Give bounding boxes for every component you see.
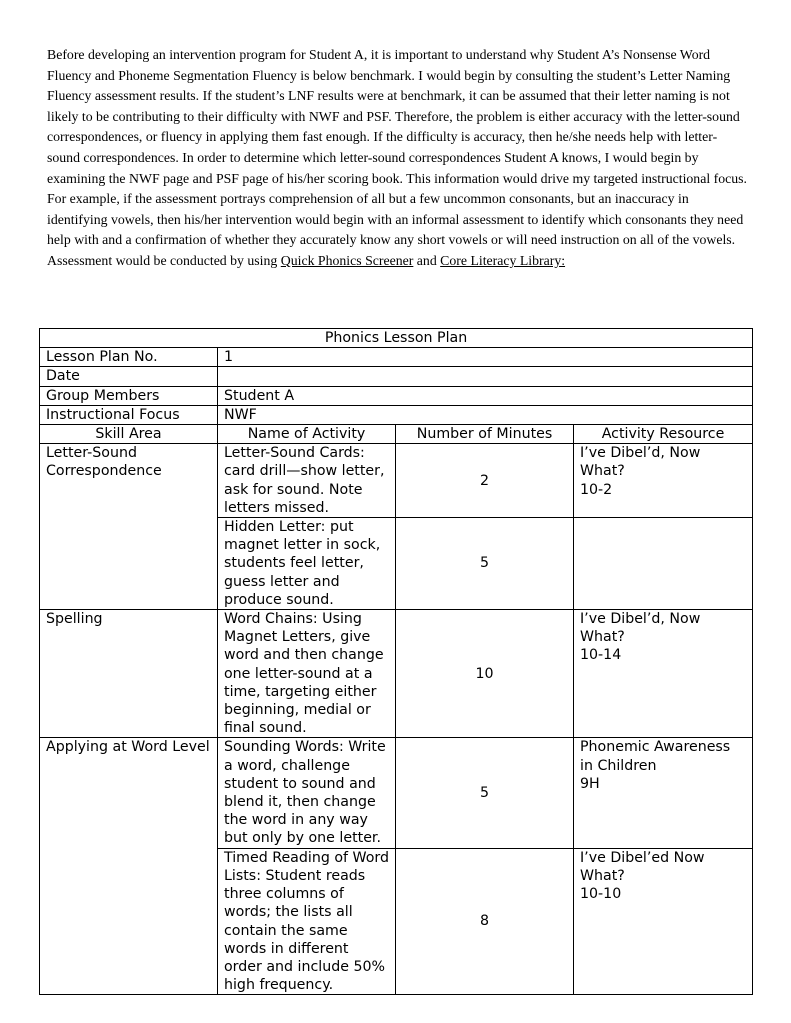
activity-cell: Letter-Sound Cards: card drill—show letter, ask for sound. Note letters missed. xyxy=(218,444,396,518)
skill-cell: Spelling xyxy=(40,610,218,738)
info-label: Instructional Focus xyxy=(40,405,218,424)
info-row-instructional-focus xyxy=(40,405,753,424)
activity-cell: Timed Reading of Word Lists: Student reads three columns of words; the lists all contain the same words in different order and include 50% high frequency. xyxy=(218,848,396,995)
intro-text: Before developing an intervention program for Student A, it is important to understand why Student A’s Nonsense Word Fluency and Phoneme Segmentation Fluency is below benchmark. I would begin by consulting the student’s Letter Naming Fluency assessment results. If the student’s LNF results were at benchmark, it can be assumed that their letter naming is not likely to be contributing to their difficulty with NWF and PSF. Therefore, the problem is either accuracy with the letter-sound correspondences, or fluency in applying them fast enough. If the difficulty is accuracy, then he/she needs help with letter-sound correspondences. In order to determine which letter-sound correspondences Student A knows, I would begin by examining the NWF page and PSF page of his/her scoring book. This information would drive my targeted instructional focus. For example, if the assessment portrays comprehension of all but a few uncommon consonants, but an inaccuracy in identifying vowels, then his/her intervention would begin with an informal assessment to identify which consonants they need help with and a confirmation of whether they accurately know any short vowels or will need instruction on all of the vowels. Assessment would be conducted by using xyxy=(47,47,747,268)
resource-cell: I’ve Dibel’ed Now What? 10-10 xyxy=(574,848,753,995)
info-row-group-members xyxy=(40,386,753,405)
core-literacy-library-link[interactable]: Core Literacy Library: xyxy=(440,252,566,268)
column-header-row xyxy=(40,425,753,444)
info-row-lesson-no xyxy=(40,348,753,367)
skill-cell: Letter-Sound Correspondence xyxy=(40,444,218,610)
header-activity-resource: Activity Resource xyxy=(574,425,753,444)
activity-cell: Word Chains: Using Magnet Letters, give word and then change one letter-sound at a time, targeting either beginning, medial or final sound. xyxy=(218,610,396,738)
info-value: NWF xyxy=(218,405,753,424)
info-label: Date xyxy=(40,367,218,386)
resource-cell xyxy=(574,518,753,610)
info-value xyxy=(218,367,753,386)
minutes-cell: 5 xyxy=(396,738,574,848)
minutes-cell: 2 xyxy=(396,444,574,518)
skill-cell: Applying at Word Level xyxy=(40,738,218,995)
info-value: 1 xyxy=(218,348,753,367)
intro-paragraph xyxy=(47,45,747,272)
minutes-cell: 8 xyxy=(396,848,574,995)
lesson-plan-title: Phonics Lesson Plan xyxy=(40,329,753,348)
minutes-cell: 10 xyxy=(396,610,574,738)
table-row xyxy=(40,738,753,848)
info-row-date xyxy=(40,367,753,386)
resource-cell: Phonemic Awareness in Children 9H xyxy=(574,738,753,848)
header-name-of-activity: Name of Activity xyxy=(218,425,396,444)
minutes-cell: 5 xyxy=(396,518,574,610)
table-row xyxy=(40,610,753,738)
header-number-of-minutes: Number of Minutes xyxy=(396,425,574,444)
info-label: Lesson Plan No. xyxy=(40,348,218,367)
info-label: Group Members xyxy=(40,386,218,405)
connector-text: and xyxy=(413,252,441,268)
resource-cell: I’ve Dibel’d, Now What? 10-14 xyxy=(574,610,753,738)
info-value: Student A xyxy=(218,386,753,405)
quick-phonics-screener-link[interactable]: Quick Phonics Screener xyxy=(280,252,414,268)
table-title-row xyxy=(40,329,753,348)
activity-cell: Hidden Letter: put magnet letter in sock, students feel letter, guess letter and produce sound. xyxy=(218,518,396,610)
resource-cell: I’ve Dibel’d, Now What? 10-2 xyxy=(574,444,753,518)
table-row xyxy=(40,444,753,518)
lesson-plan-table xyxy=(39,328,753,995)
header-skill-area: Skill Area xyxy=(40,425,218,444)
activity-cell: Sounding Words: Write a word, challenge student to sound and blend it, then change the word in any way but only by one letter. xyxy=(218,738,396,848)
